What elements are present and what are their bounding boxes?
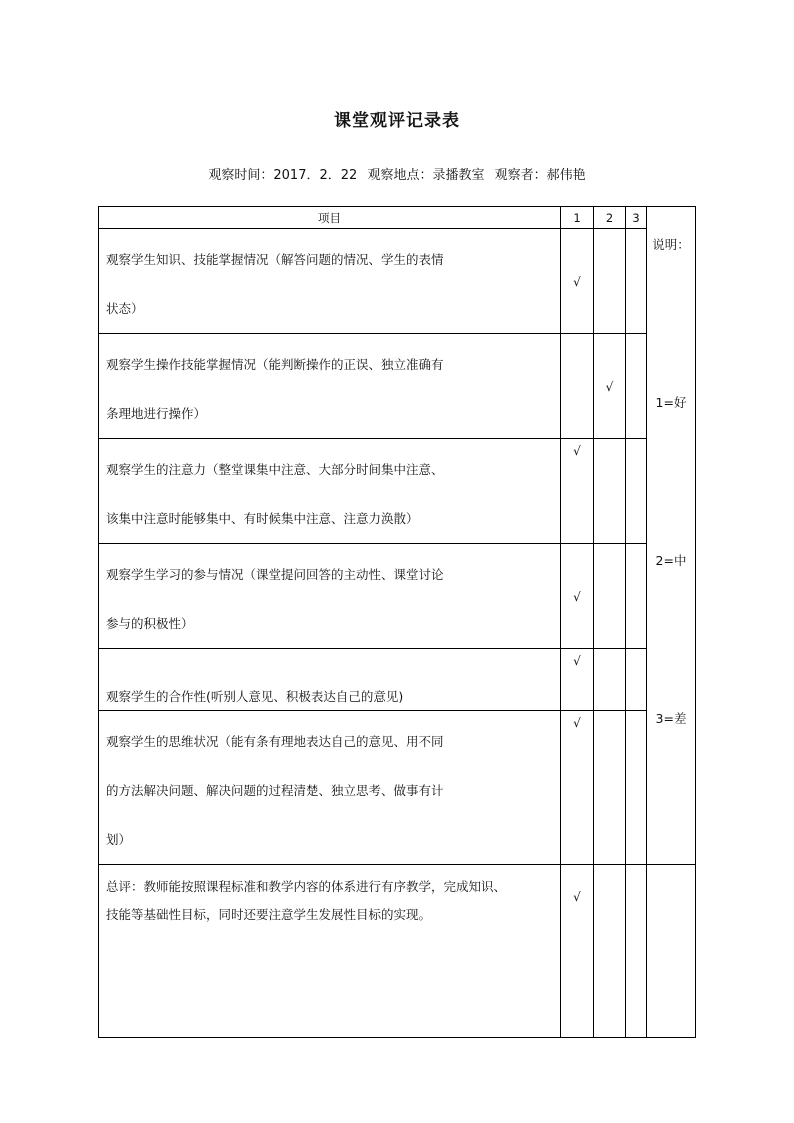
item-cell [99,334,561,439]
rating-cell-3 [626,229,647,334]
page-title: 课堂观评记录表 [334,111,460,131]
summary-cell [99,865,561,1038]
item-text: 的方法解决问题、解决问题的过程清楚、独立思考、做事有计 [106,783,444,798]
rating-cell-3 [626,334,647,439]
rating-cell-1 [561,544,594,649]
check-icon: √ [605,379,614,394]
check-icon: √ [573,444,581,458]
rating-cell-1 [561,334,594,439]
check-icon: √ [573,274,581,289]
rating-cell-3 [626,439,647,544]
table-row [99,229,696,334]
rating-cell-3 [626,865,647,1038]
rating-cell-1 [561,229,594,334]
item-cell [99,649,561,711]
observation-table [98,206,696,1038]
item-cell [99,544,561,649]
table-row [99,544,696,649]
rating-cell-3 [626,544,647,649]
observation-place: 观察地点：录播教室 [367,168,485,183]
table-row [99,334,696,439]
rating-cell-1 [561,439,594,544]
rating-cell-2 [594,711,626,865]
item-cell [99,711,561,865]
header-col-1: 1 [561,207,594,229]
table-row [99,439,696,544]
legend-poor: 3=差 [655,711,687,726]
check-icon: √ [573,654,581,668]
header-col-3: 3 [626,207,647,229]
legend-cell [647,207,696,865]
summary-legend-cell [647,865,696,1038]
rating-cell-3 [626,711,647,865]
legend-good: 1=好 [655,395,687,410]
item-text: 观察学生的合作性(听别人意见、积极表达自己的意见) [106,689,404,704]
observation-meta [0,164,794,183]
rating-cell-2 [594,439,626,544]
item-text: 观察学生知识、技能掌握情况（解答问题的情况、学生的表情 [106,252,444,267]
rating-cell-2 [594,865,626,1038]
header-item: 项目 [99,207,561,229]
item-text: 观察学生操作技能掌握情况（能判断操作的正误、独立准确有 [106,357,444,372]
rating-cell-2 [594,649,626,711]
rating-cell-3 [626,649,647,711]
item-cell [99,229,561,334]
item-text: 参与的积极性） [106,616,194,631]
item-text: 状态） [106,301,144,316]
observation-time: 观察时间：2017．2．22 [208,168,358,183]
summary-text: 技能等基础性目标，同时还要注意学生发展性目标的实现。 [106,907,432,922]
table-row [99,649,696,711]
item-text: 条理地进行操作） [106,406,207,421]
rating-cell-2 [594,229,626,334]
item-text: 划） [106,832,132,847]
check-icon: √ [573,890,581,904]
observer: 观察者：郝伟艳 [494,168,586,183]
item-cell [99,439,561,544]
legend-medium: 2=中 [655,553,687,568]
table-header-row [99,207,696,229]
check-icon: √ [573,716,581,730]
legend-heading: 说明： [652,237,690,252]
rating-cell-1 [561,711,594,865]
summary-row [99,865,696,1038]
rating-cell-2 [594,334,626,439]
item-text: 观察学生学习的参与情况（课堂提问回答的主动性、课堂讨论 [106,567,444,582]
check-icon: √ [573,589,581,604]
table-row [99,711,696,865]
rating-cell-1 [561,649,594,711]
item-text: 观察学生的思维状况（能有条有理地表达自己的意见、用不同 [106,734,444,749]
summary-text: 总评：教师能按照课程标准和教学内容的体系进行有序教学，完成知识、 [106,879,507,894]
item-text: 观察学生的注意力（整堂课集中注意、大部分时间集中注意、 [106,462,444,477]
rating-cell-1 [561,865,594,1038]
header-col-2: 2 [594,207,626,229]
rating-cell-2 [594,544,626,649]
item-text: 该集中注意时能够集中、有时候集中注意、注意力涣散） [106,511,419,526]
